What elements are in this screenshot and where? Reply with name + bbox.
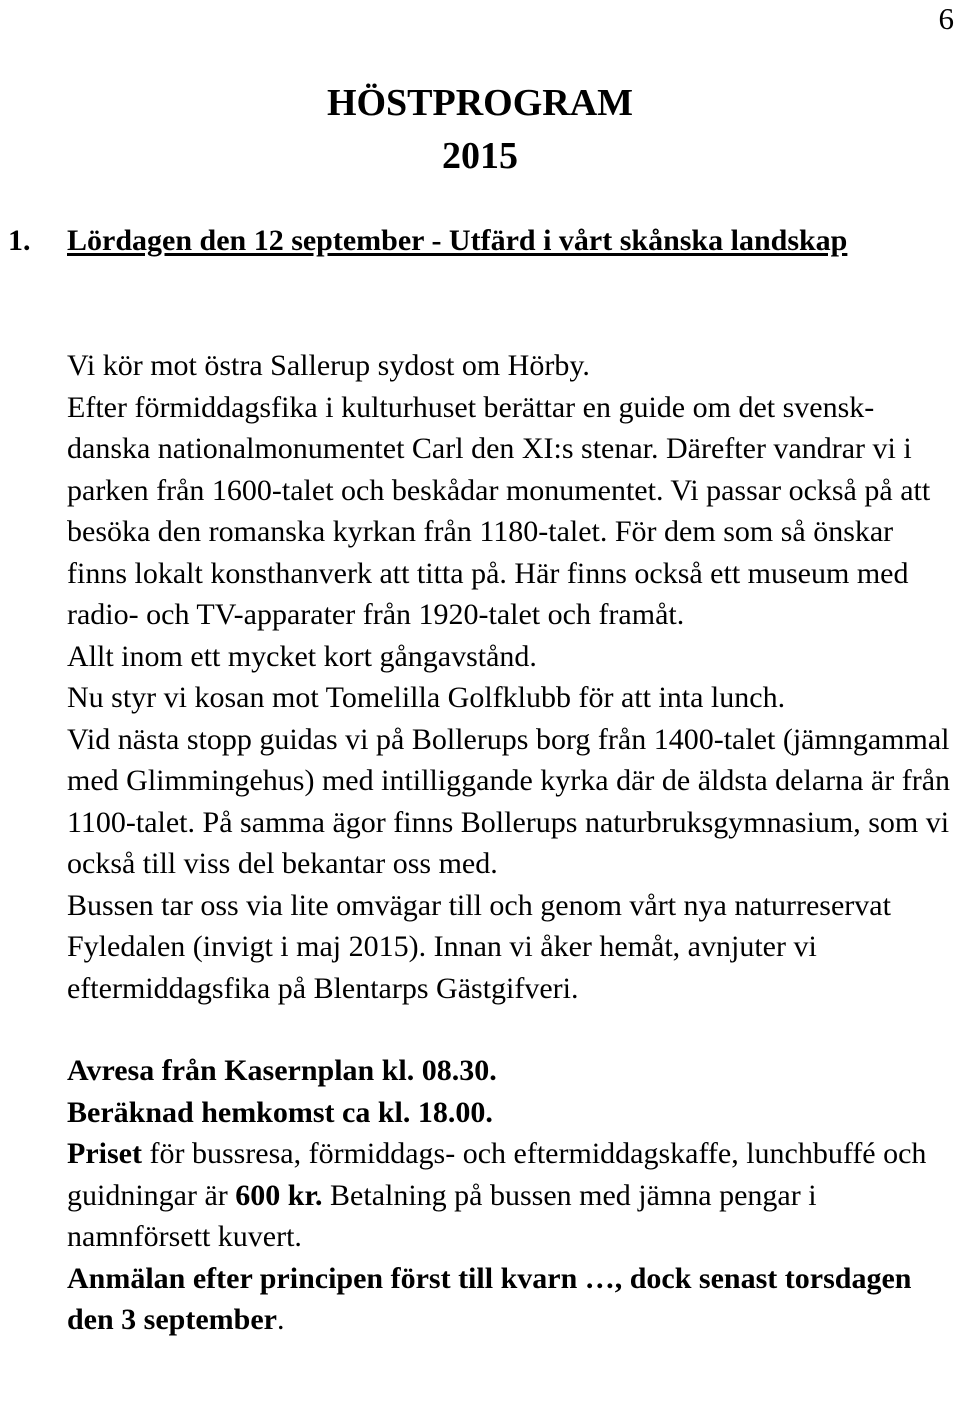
section-heading-text: Lördagen den 12 september - Utfärd i vårt skånska landskap	[67, 224, 848, 257]
price-text: för bussresa, förmiddags- och eftermiddagskaffe, lunchbuffé och guidningar är	[67, 1137, 927, 1212]
page-title-year: 2015	[442, 135, 518, 177]
return-info: Beräknad hemkomst ca kl. 18.00.	[67, 1095, 493, 1129]
registration-text: Anmälan efter principen först till kvarn …, dock senast torsdagen den 3 september	[67, 1261, 912, 1336]
price-amount: 600 kr.	[235, 1178, 323, 1212]
spacer	[67, 1009, 952, 1050]
paragraph-morning: Efter förmiddagsfika i kulturhuset berättar en guide om det svensk-danska nationalmonumentet Carl den XI:s stenar. Därefter vandrar vi i parken från 1600-talet och beskådar monumentet. Vi passar också på att besöka den romanska kyrkan från 1180-talet. För dem som så önskar finns lokalt konsthanverk att titta på. Här finns också ett museum med radio- och TV-apparater från 1920-talet och framåt.	[67, 390, 931, 631]
section-number: 1.	[8, 224, 31, 257]
price-info	[67, 1133, 952, 1258]
section-body	[67, 345, 952, 1341]
price-label: Priset	[67, 1137, 142, 1170]
paragraph-return-trip: Bussen tar oss via lite omvägar till och genom vårt nya naturreservat Fyledalen (invigt i maj 2015). Innan vi åker hemåt, avnjuter vi eftermiddagsfika på Blentarps Gästgifveri.	[67, 888, 891, 1005]
paragraph-distance: Allt inom ett mycket kort gångavstånd.	[67, 639, 537, 673]
registration-end: .	[276, 1303, 285, 1336]
paragraph-intro: Vi kör mot östra Sallerup sydost om Hörby.	[67, 349, 590, 382]
departure-info: Avresa från Kasernplan kl. 08.30.	[67, 1054, 497, 1087]
registration-info	[67, 1258, 952, 1341]
paragraph-bollerup: Vid nästa stopp guidas vi på Bollerups borg från 1400-talet (jämngammal med Glimmingehus) med intilliggande kyrka där de äldsta delarna är från 1100-talet. På samma ägor finns Bollerups naturbruksgymnasium, som vi också till viss del bekantar oss med.	[67, 722, 951, 880]
page-title: HÖSTPROGRAM	[326, 82, 634, 124]
page-number: 6	[938, 1, 954, 36]
paragraph-lunch: Nu styr vi kosan mot Tomelilla Golfklubb för att inta lunch.	[67, 681, 786, 714]
payment-info: Betalning på bussen med jämna pengar i namnförsett kuvert.	[67, 1178, 817, 1253]
